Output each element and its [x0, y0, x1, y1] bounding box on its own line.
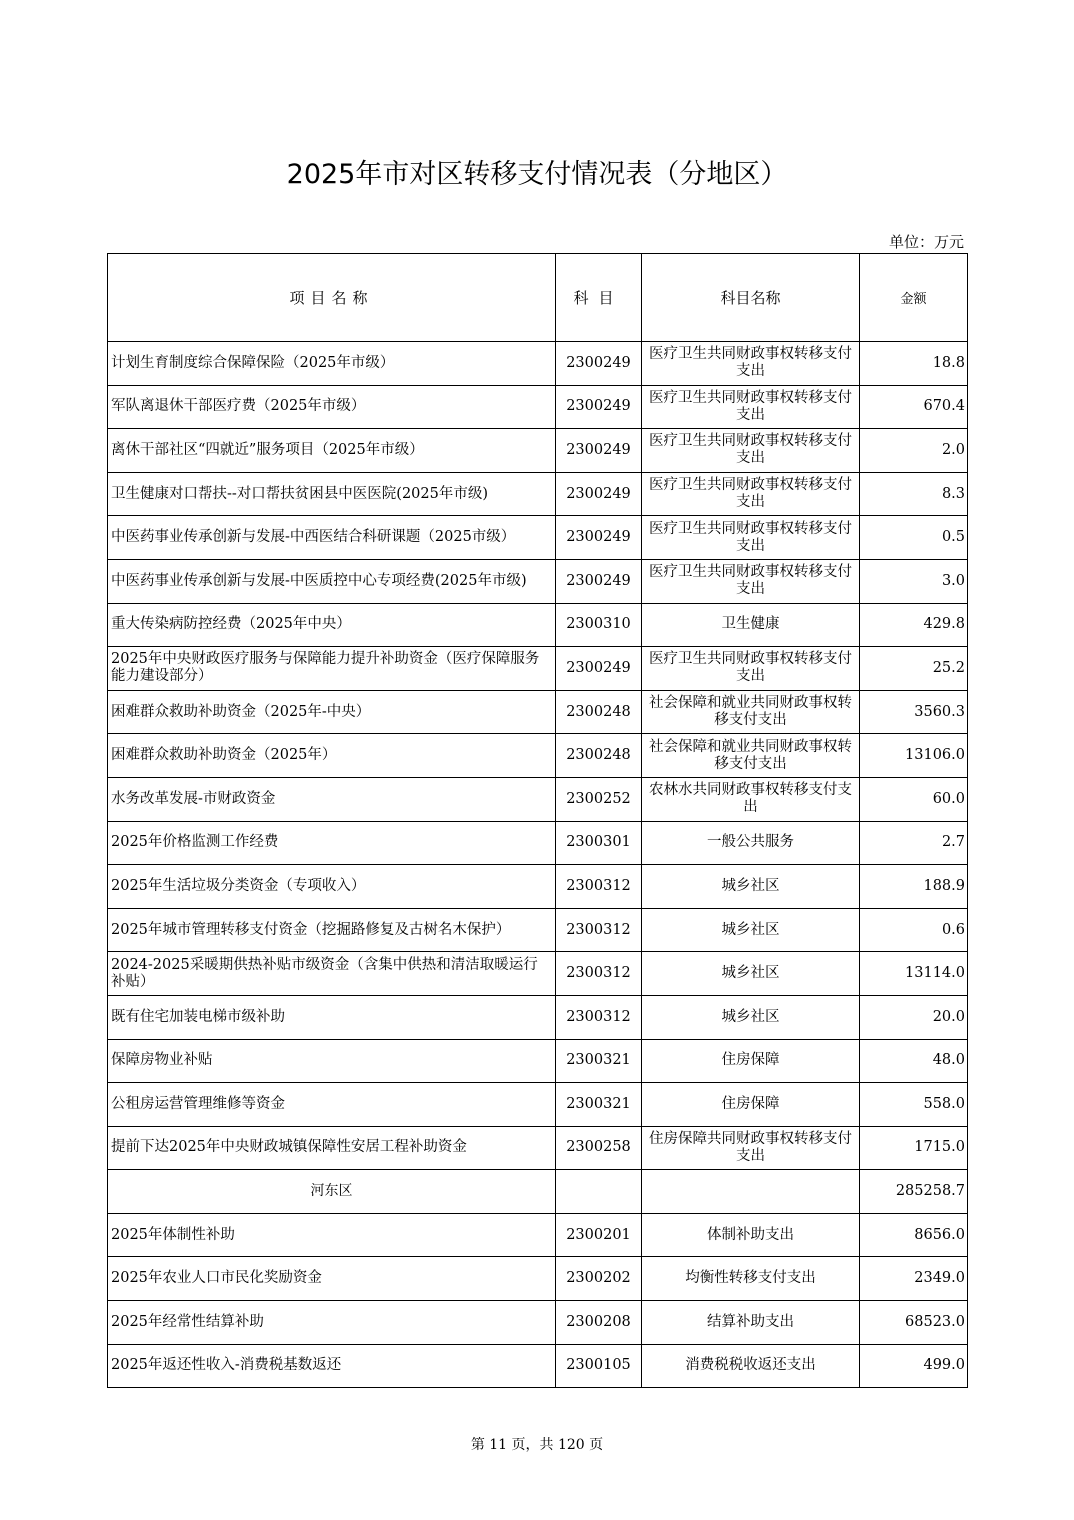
project-name-cell: 2025年生活垃圾分类资金（专项收入） — [108, 865, 556, 909]
subject-code-cell: 2300249 — [556, 342, 642, 386]
subject-code-cell: 2300249 — [556, 429, 642, 473]
table-row — [108, 429, 968, 473]
subject-code-cell: 2300252 — [556, 777, 642, 821]
amount-cell: 285258.7 — [860, 1170, 968, 1214]
subject-code-cell: 2300249 — [556, 559, 642, 603]
subject-name-cell: 住房保障 — [642, 1083, 860, 1127]
subject-code-cell: 2300301 — [556, 821, 642, 865]
amount-cell: 60.0 — [860, 777, 968, 821]
table-row — [108, 1257, 968, 1301]
table-body — [108, 342, 968, 1388]
project-name-cell: 2025年经常性结算补助 — [108, 1301, 556, 1345]
subject-code-cell — [556, 1170, 642, 1214]
amount-cell: 2.0 — [860, 429, 968, 473]
header-amount: 金额 — [860, 254, 968, 342]
subject-code-cell: 2300312 — [556, 995, 642, 1039]
amount-cell: 0.6 — [860, 908, 968, 952]
table-row — [108, 690, 968, 734]
subject-code-cell: 2300312 — [556, 952, 642, 996]
amount-cell: 499.0 — [860, 1344, 968, 1388]
project-name-cell: 2025年体制性补助 — [108, 1213, 556, 1257]
subject-name-cell: 医疗卫生共同财政事权转移支付支出 — [642, 429, 860, 473]
subject-name-cell: 医疗卫生共同财政事权转移支付支出 — [642, 647, 860, 691]
header-subject-name: 科目名称 — [642, 254, 860, 342]
table-row — [108, 1126, 968, 1170]
project-name-cell: 既有住宅加装电梯市级补助 — [108, 995, 556, 1039]
table-row — [108, 385, 968, 429]
project-name-cell: 保障房物业补贴 — [108, 1039, 556, 1083]
table-row — [108, 908, 968, 952]
subject-name-cell: 住房保障共同财政事权转移支付支出 — [642, 1126, 860, 1170]
table-row — [108, 952, 968, 996]
table-row — [108, 342, 968, 386]
table-row — [108, 472, 968, 516]
project-name-cell: 河东区 — [108, 1170, 556, 1214]
amount-cell: 558.0 — [860, 1083, 968, 1127]
table-row — [108, 603, 968, 647]
subject-name-cell: 医疗卫生共同财政事权转移支付支出 — [642, 516, 860, 560]
subject-code-cell: 2300312 — [556, 865, 642, 909]
project-name-cell: 离休干部社区“四就近”服务项目（2025年市级） — [108, 429, 556, 473]
subject-code-cell: 2300258 — [556, 1126, 642, 1170]
page-title: 2025年市对区转移支付情况表（分地区） — [286, 159, 788, 190]
amount-cell: 3560.3 — [860, 690, 968, 734]
table-row — [108, 865, 968, 909]
amount-cell: 25.2 — [860, 647, 968, 691]
subject-name-cell: 城乡社区 — [642, 908, 860, 952]
header-subject-code: 科目 — [556, 254, 642, 342]
subject-code-cell: 2300201 — [556, 1213, 642, 1257]
subject-name-cell: 一般公共服务 — [642, 821, 860, 865]
subject-name-cell: 住房保障 — [642, 1039, 860, 1083]
project-name-cell: 2025年城市管理转移支付资金（挖掘路修复及古树名木保护） — [108, 908, 556, 952]
subject-code-cell: 2300248 — [556, 690, 642, 734]
amount-cell: 20.0 — [860, 995, 968, 1039]
project-name-cell: 2025年农业人口市民化奖励资金 — [108, 1257, 556, 1301]
project-name-cell: 2025年中央财政医疗服务与保障能力提升补助资金（医疗保障服务能力建设部分） — [108, 647, 556, 691]
project-name-cell: 卫生健康对口帮扶--对口帮扶贫困县中医医院(2025年市级) — [108, 472, 556, 516]
subject-name-cell: 社会保障和就业共同财政事权转移支付支出 — [642, 734, 860, 778]
amount-cell: 2.7 — [860, 821, 968, 865]
table-row — [108, 1083, 968, 1127]
subject-name-cell: 医疗卫生共同财政事权转移支付支出 — [642, 472, 860, 516]
project-name-cell: 2024-2025采暖期供热补贴市级资金（含集中供热和清洁取暖运行补贴） — [108, 952, 556, 996]
table-row — [108, 1039, 968, 1083]
transfer-payment-table — [107, 253, 968, 1388]
subject-name-cell — [642, 1170, 860, 1214]
table-row — [108, 647, 968, 691]
project-name-cell: 重大传染病防控经费（2025年中央） — [108, 603, 556, 647]
amount-cell: 13106.0 — [860, 734, 968, 778]
subject-name-cell: 体制补助支出 — [642, 1213, 860, 1257]
amount-cell: 1715.0 — [860, 1126, 968, 1170]
subject-code-cell: 2300249 — [556, 647, 642, 691]
region-subtotal-row — [108, 1170, 968, 1214]
subject-code-cell: 2300208 — [556, 1301, 642, 1345]
subject-code-cell: 2300248 — [556, 734, 642, 778]
amount-cell: 18.8 — [860, 342, 968, 386]
project-name-cell: 计划生育制度综合保障保险（2025年市级） — [108, 342, 556, 386]
amount-cell: 429.8 — [860, 603, 968, 647]
subject-code-cell: 2300321 — [556, 1039, 642, 1083]
amount-cell: 3.0 — [860, 559, 968, 603]
subject-code-cell: 2300105 — [556, 1344, 642, 1388]
project-name-cell: 中医药事业传承创新与发展-中西医结合科研课题（2025市级） — [108, 516, 556, 560]
subject-code-cell: 2300202 — [556, 1257, 642, 1301]
table-row — [108, 559, 968, 603]
project-name-cell: 军队离退休干部医疗费（2025年市级） — [108, 385, 556, 429]
amount-cell: 48.0 — [860, 1039, 968, 1083]
subject-name-cell: 城乡社区 — [642, 865, 860, 909]
project-name-cell: 困难群众救助补助资金（2025年-中央） — [108, 690, 556, 734]
subject-name-cell: 社会保障和就业共同财政事权转移支付支出 — [642, 690, 860, 734]
subject-name-cell: 农林水共同财政事权转移支付支出 — [642, 777, 860, 821]
subject-name-cell: 医疗卫生共同财政事权转移支付支出 — [642, 342, 860, 386]
table-row — [108, 777, 968, 821]
amount-cell: 8.3 — [860, 472, 968, 516]
subject-name-cell: 结算补助支出 — [642, 1301, 860, 1345]
table-row — [108, 1344, 968, 1388]
header-project-name: 项目名称 — [108, 254, 556, 342]
subject-code-cell: 2300249 — [556, 516, 642, 560]
amount-cell: 0.5 — [860, 516, 968, 560]
table-row — [108, 1301, 968, 1345]
subject-name-cell: 城乡社区 — [642, 995, 860, 1039]
amount-cell: 8656.0 — [860, 1213, 968, 1257]
table-row — [108, 995, 968, 1039]
subject-code-cell: 2300249 — [556, 385, 642, 429]
amount-cell: 13114.0 — [860, 952, 968, 996]
subject-code-cell: 2300310 — [556, 603, 642, 647]
unit-label: 单位：万元 — [888, 233, 964, 251]
project-name-cell: 提前下达2025年中央财政城镇保障性安居工程补助资金 — [108, 1126, 556, 1170]
subject-name-cell: 医疗卫生共同财政事权转移支付支出 — [642, 385, 860, 429]
project-name-cell: 中医药事业传承创新与发展-中医质控中心专项经费(2025年市级) — [108, 559, 556, 603]
table-row — [108, 821, 968, 865]
subject-code-cell: 2300249 — [556, 472, 642, 516]
subject-code-cell: 2300321 — [556, 1083, 642, 1127]
subject-name-cell: 卫生健康 — [642, 603, 860, 647]
project-name-cell: 2025年返还性收入-消费税基数返还 — [108, 1344, 556, 1388]
table-header-row — [108, 254, 968, 342]
amount-cell: 188.9 — [860, 865, 968, 909]
amount-cell: 68523.0 — [860, 1301, 968, 1345]
amount-cell: 2349.0 — [860, 1257, 968, 1301]
subject-name-cell: 城乡社区 — [642, 952, 860, 996]
project-name-cell: 2025年价格监测工作经费 — [108, 821, 556, 865]
table-row — [108, 734, 968, 778]
table-row — [108, 1213, 968, 1257]
table-row — [108, 516, 968, 560]
subject-name-cell: 均衡性转移支付支出 — [642, 1257, 860, 1301]
project-name-cell: 困难群众救助补助资金（2025年） — [108, 734, 556, 778]
amount-cell: 670.4 — [860, 385, 968, 429]
project-name-cell: 公租房运营管理维修等资金 — [108, 1083, 556, 1127]
subject-code-cell: 2300312 — [556, 908, 642, 952]
subject-name-cell: 消费税税收返还支出 — [642, 1344, 860, 1388]
subject-name-cell: 医疗卫生共同财政事权转移支付支出 — [642, 559, 860, 603]
project-name-cell: 水务改革发展-市财政资金 — [108, 777, 556, 821]
page-footer: 第 11 页，共 120 页 — [470, 1437, 604, 1453]
